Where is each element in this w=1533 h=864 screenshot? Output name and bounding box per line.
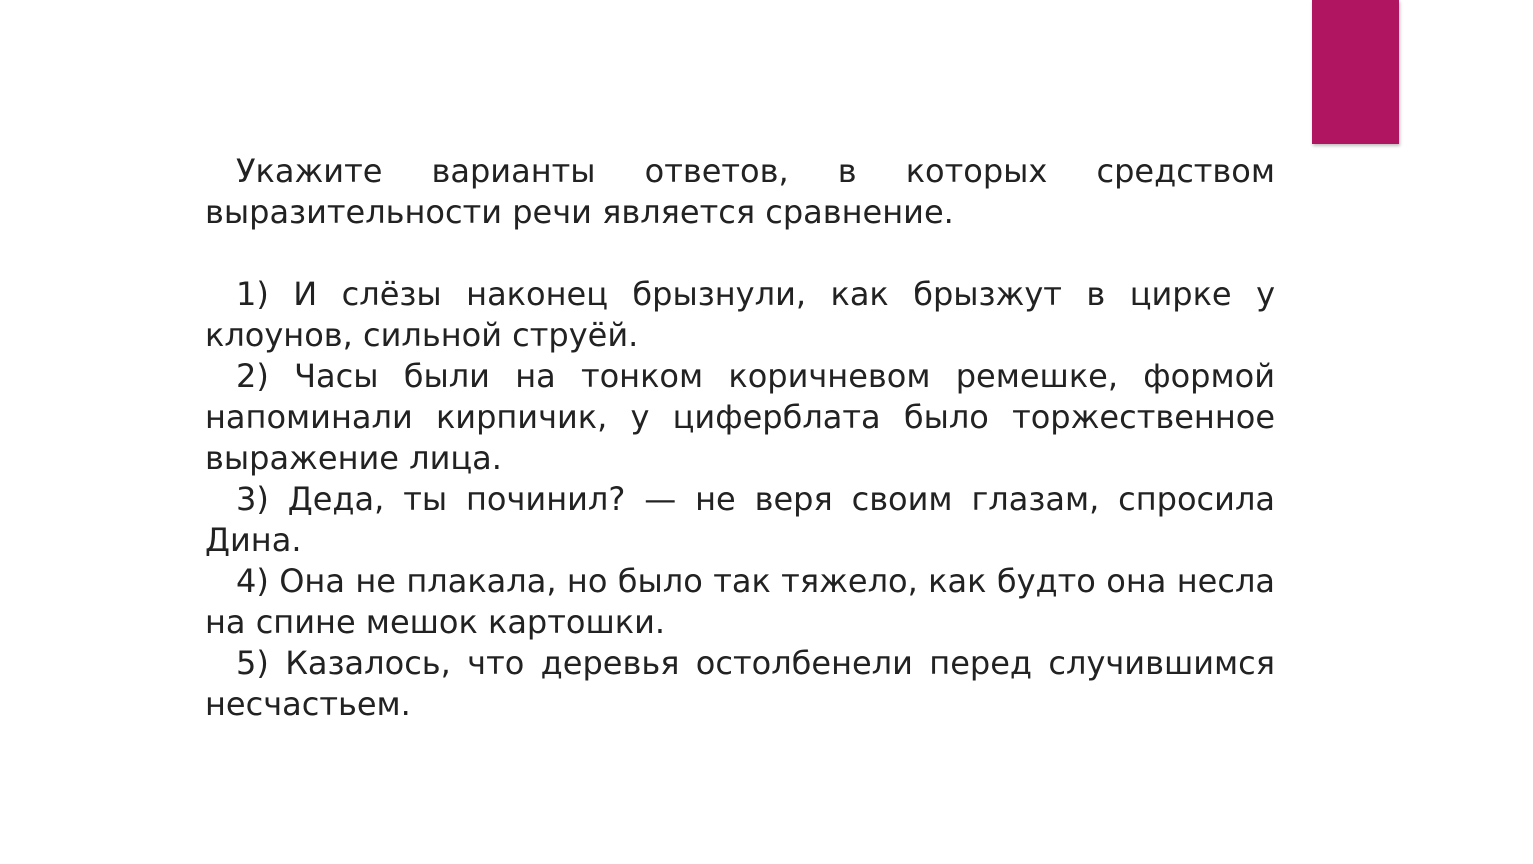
accent-decoration bbox=[1312, 0, 1399, 144]
answer-option: 1) И слёзы наконец брызнули, как брызжут в цирке у клоунов, сильной струёй. bbox=[205, 275, 1275, 354]
answer-option: 5) Казалось, что деревья остолбенели перед случившимся несчастьем. bbox=[205, 644, 1275, 723]
answer-option: 2) Часы были на тонком коричневом ремешке, формой напоминали кирпичик, у циферблата было торжественное выражение лица. bbox=[205, 357, 1275, 477]
slide-content bbox=[205, 151, 1275, 725]
spacer bbox=[205, 233, 1275, 274]
task-instruction: Укажите варианты ответов, в которых средством выразительности речи является сравнение. bbox=[205, 152, 1275, 231]
answer-option: 3) Деда, ты починил? — не веря своим глазам, спросила Дина. bbox=[205, 480, 1275, 559]
answer-option: 4) Она не плакала, но было так тяжело, как будто она несла на спине мешок картошки. bbox=[205, 562, 1275, 641]
